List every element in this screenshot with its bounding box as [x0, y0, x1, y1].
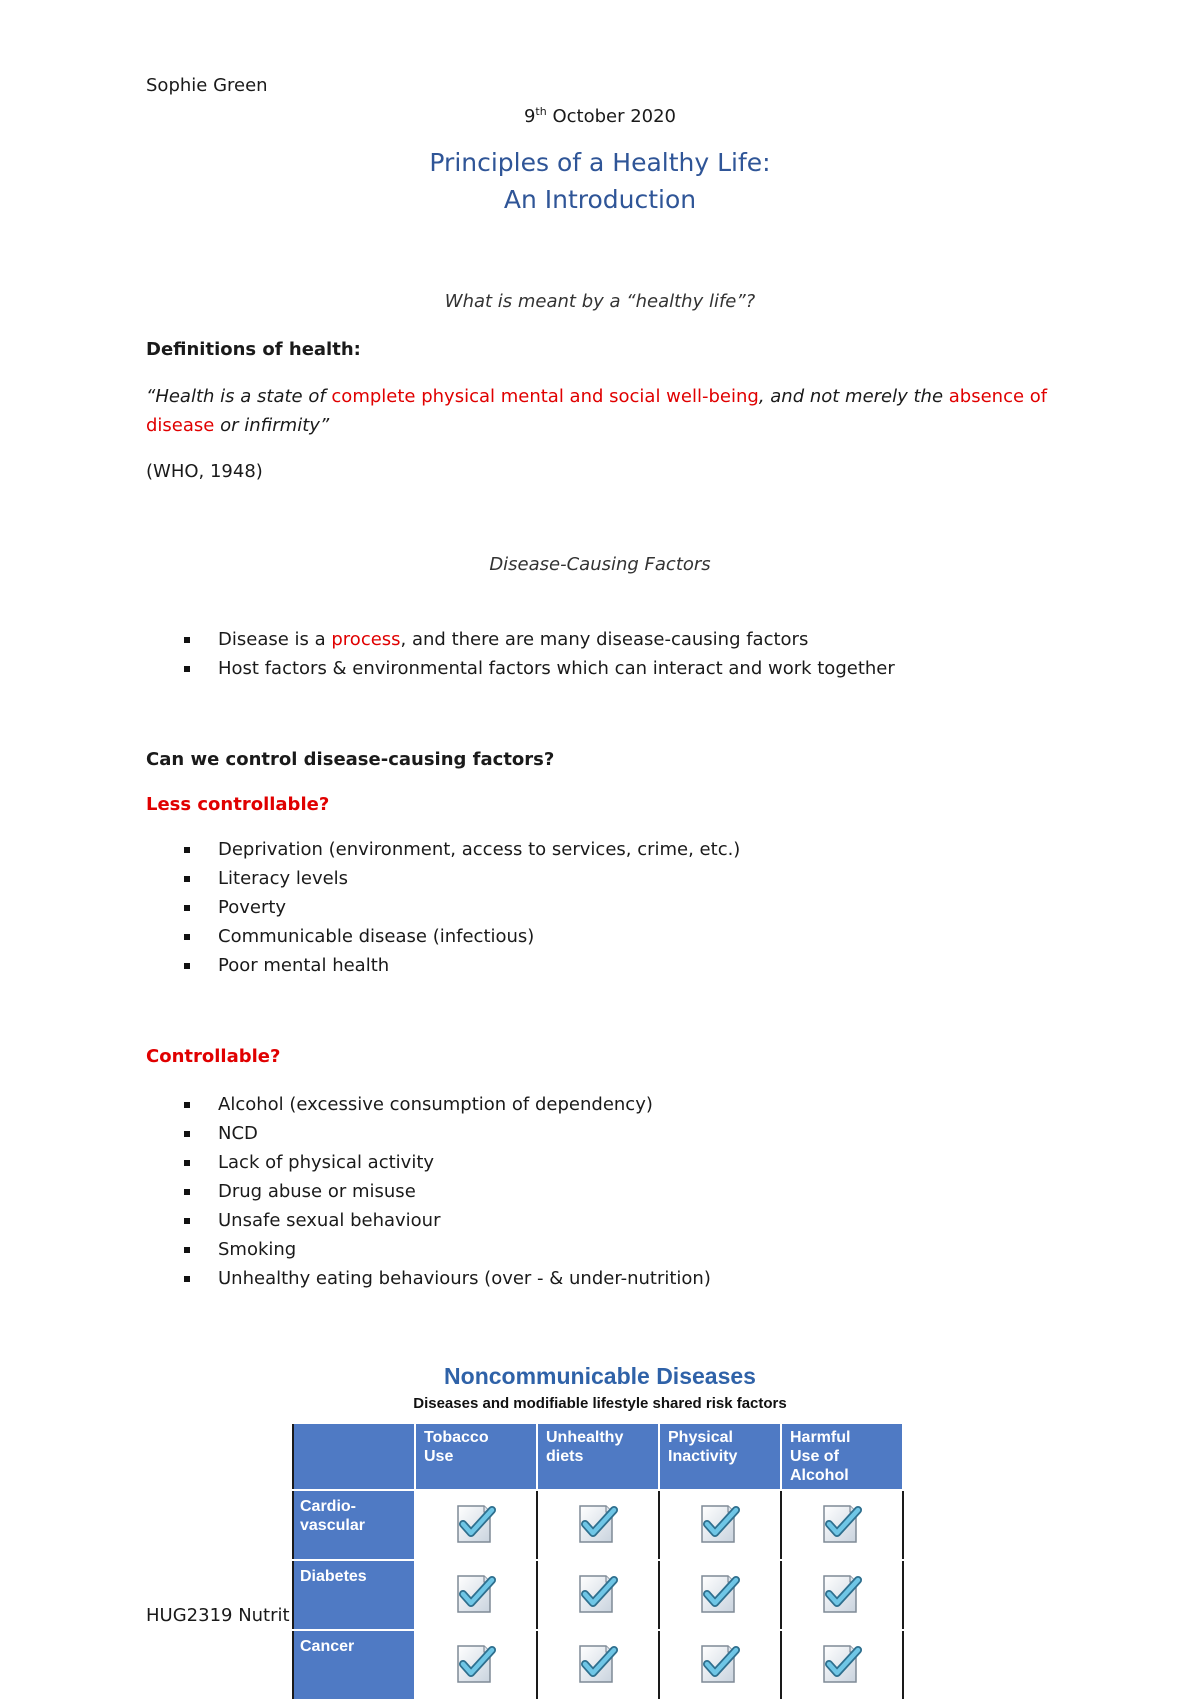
- page-footer: HUG2319 Nutrit: [146, 1605, 290, 1626]
- bullet-icon: [184, 1247, 190, 1253]
- checkbox-checked-icon: [820, 1640, 864, 1686]
- table-cell: [537, 1560, 659, 1630]
- row-header-diabetes: Diabetes: [293, 1560, 415, 1630]
- column-header-diets: Unhealthy diets: [537, 1423, 659, 1490]
- bullet-icon: [184, 1160, 190, 1166]
- bullet-icon: [184, 963, 190, 969]
- who-definition-quote: “Health is a state of complete physical mental and social well-being, and not merely the absence of disease or infirmity”: [146, 386, 1048, 436]
- table-cell: [781, 1630, 903, 1700]
- bullet-icon: [184, 847, 190, 853]
- bullet-icon: [184, 934, 190, 940]
- checkbox-checked-icon: [454, 1570, 498, 1616]
- table-cell: [415, 1560, 537, 1630]
- checkbox-checked-icon: [698, 1640, 742, 1686]
- column-header-inactivity: Physical Inactivity: [659, 1423, 781, 1490]
- table-row: [293, 1560, 903, 1630]
- checkbox-checked-icon: [698, 1570, 742, 1616]
- column-header-tobacco: Tobacco Use: [415, 1423, 537, 1490]
- less-controllable-heading: Less controllable?: [146, 794, 330, 815]
- bullet-icon: [184, 666, 190, 672]
- table-cell: [781, 1560, 903, 1630]
- author-name: Sophie Green: [146, 75, 268, 96]
- checkbox-checked-icon: [820, 1500, 864, 1546]
- table-cell: [537, 1490, 659, 1560]
- definitions-heading: Definitions of health:: [146, 339, 361, 360]
- list-item: Lack of physical activity: [146, 1148, 711, 1177]
- table-cell: [415, 1630, 537, 1700]
- list-item: Poverty: [146, 893, 740, 922]
- list-item: Unhealthy eating behaviours (over - & under-nutrition): [146, 1264, 711, 1293]
- checkbox-checked-icon: [576, 1640, 620, 1686]
- ncd-risk-factor-table: [292, 1422, 904, 1701]
- table-header-row: [293, 1423, 903, 1490]
- list-item: NCD: [146, 1119, 711, 1148]
- bullet-icon: [184, 1131, 190, 1137]
- checkbox-checked-icon: [820, 1570, 864, 1616]
- section-question: What is meant by a “healthy life”?: [444, 291, 756, 312]
- checkbox-checked-icon: [698, 1500, 742, 1546]
- column-header-alcohol: Harmful Use of Alcohol: [781, 1423, 903, 1490]
- definition-citation: (WHO, 1948): [146, 461, 263, 482]
- row-header-cardiovascular: Cardio- vascular: [293, 1490, 415, 1560]
- row-header-cancer: Cancer: [293, 1630, 415, 1700]
- ncd-figure-subtitle: Diseases and modifiable lifestyle shared risk factors: [413, 1395, 787, 1412]
- bullet-icon: [184, 1189, 190, 1195]
- factors-heading: Disease-Causing Factors: [489, 554, 711, 575]
- factors-list: [146, 625, 895, 683]
- bullet-icon: [184, 1218, 190, 1224]
- bullet-icon: [184, 637, 190, 643]
- checkbox-checked-icon: [454, 1640, 498, 1686]
- controllable-list: [146, 1090, 711, 1293]
- table-cell: [537, 1630, 659, 1700]
- table-cell: [781, 1490, 903, 1560]
- table-row: [293, 1490, 903, 1560]
- table-row: [293, 1630, 903, 1700]
- bullet-icon: [184, 1102, 190, 1108]
- table-cell: [659, 1560, 781, 1630]
- bullet-icon: [184, 1276, 190, 1282]
- list-item: Unsafe sexual behaviour: [146, 1206, 711, 1235]
- document-date: 9th October 2020: [523, 105, 677, 127]
- table-corner-cell: [293, 1423, 415, 1490]
- less-controllable-list: [146, 835, 740, 980]
- table-cell: [659, 1490, 781, 1560]
- list-item: Smoking: [146, 1235, 711, 1264]
- list-item: Communicable disease (infectious): [146, 922, 740, 951]
- controllable-heading: Controllable?: [146, 1046, 281, 1067]
- checkbox-checked-icon: [576, 1500, 620, 1546]
- table-cell: [659, 1630, 781, 1700]
- checkbox-checked-icon: [576, 1570, 620, 1616]
- table-cell: [415, 1490, 537, 1560]
- list-item: Alcohol (excessive consumption of dependency): [146, 1090, 711, 1119]
- ncd-figure-title: Noncommunicable Diseases: [444, 1363, 756, 1389]
- checkbox-checked-icon: [454, 1500, 498, 1546]
- page-title-line-2: An Introduction: [503, 185, 697, 214]
- bullet-icon: [184, 905, 190, 911]
- list-item: Disease is a process, and there are many disease-causing factors: [146, 625, 895, 654]
- list-item: Poor mental health: [146, 951, 740, 980]
- list-item: Deprivation (environment, access to services, crime, etc.): [146, 835, 740, 864]
- list-item: Drug abuse or misuse: [146, 1177, 711, 1206]
- list-item: Host factors & environmental factors which can interact and work together: [146, 654, 895, 683]
- page-title-line-1: Principles of a Healthy Life:: [429, 148, 771, 177]
- list-item: Literacy levels: [146, 864, 740, 893]
- control-heading: Can we control disease-causing factors?: [146, 749, 555, 770]
- bullet-icon: [184, 876, 190, 882]
